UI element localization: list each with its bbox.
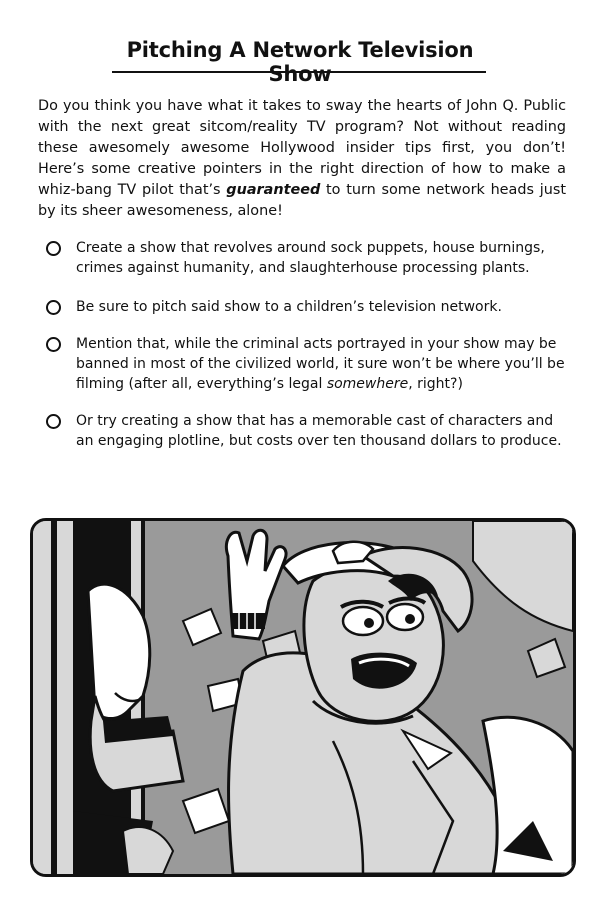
tip-item	[46, 334, 566, 394]
intro-text-after: to turn some network heads just by its sheer awesomeness, alone!	[38, 182, 566, 219]
circle-bullet-icon	[46, 300, 61, 315]
tip-text: Or try creating a show that has a memorable cast of characters and an engaging plotline, but costs over ten thousand dollars to produce.	[76, 413, 562, 449]
title-underline	[112, 71, 486, 73]
tip-item	[46, 238, 566, 278]
page-title: Pitching A Network Television Show	[126, 38, 474, 86]
tip-text-after: , right?)	[408, 376, 463, 392]
tip-emphasis: somewhere	[326, 376, 409, 392]
tip-text: Be sure to pitch said show to a children’s television network.	[76, 299, 502, 315]
tip-text-before: Mention that, while the criminal acts portrayed in your show may be banned in most of the civilized world, it sure won’t be where you’ll be filming (after all, everything’s legal	[76, 336, 565, 392]
tip-item	[46, 297, 566, 317]
circle-bullet-icon	[46, 414, 61, 429]
intro-paragraph	[38, 96, 566, 222]
intro-emphasis: guaranteed	[226, 182, 321, 198]
tip-item	[46, 411, 566, 451]
circle-bullet-icon	[46, 337, 61, 352]
comic-illustration	[33, 521, 573, 874]
tips-list	[46, 238, 566, 451]
comic-illustration-panel	[30, 518, 576, 877]
tip-text: Create a show that revolves around sock puppets, house burnings, crimes against humanity, and slaughterhouse processing plants.	[76, 240, 545, 276]
circle-bullet-icon	[46, 241, 61, 256]
intro-text-before: Do you think you have what it takes to sway the hearts of John Q. Public with the next great sitcom/reality TV program? Not without reading these awesomely awesome Hollywood insider tips first, you don’t! Here’s some creative pointers in the right direction of how to make a whiz-bang TV pilot that’s	[38, 98, 566, 198]
